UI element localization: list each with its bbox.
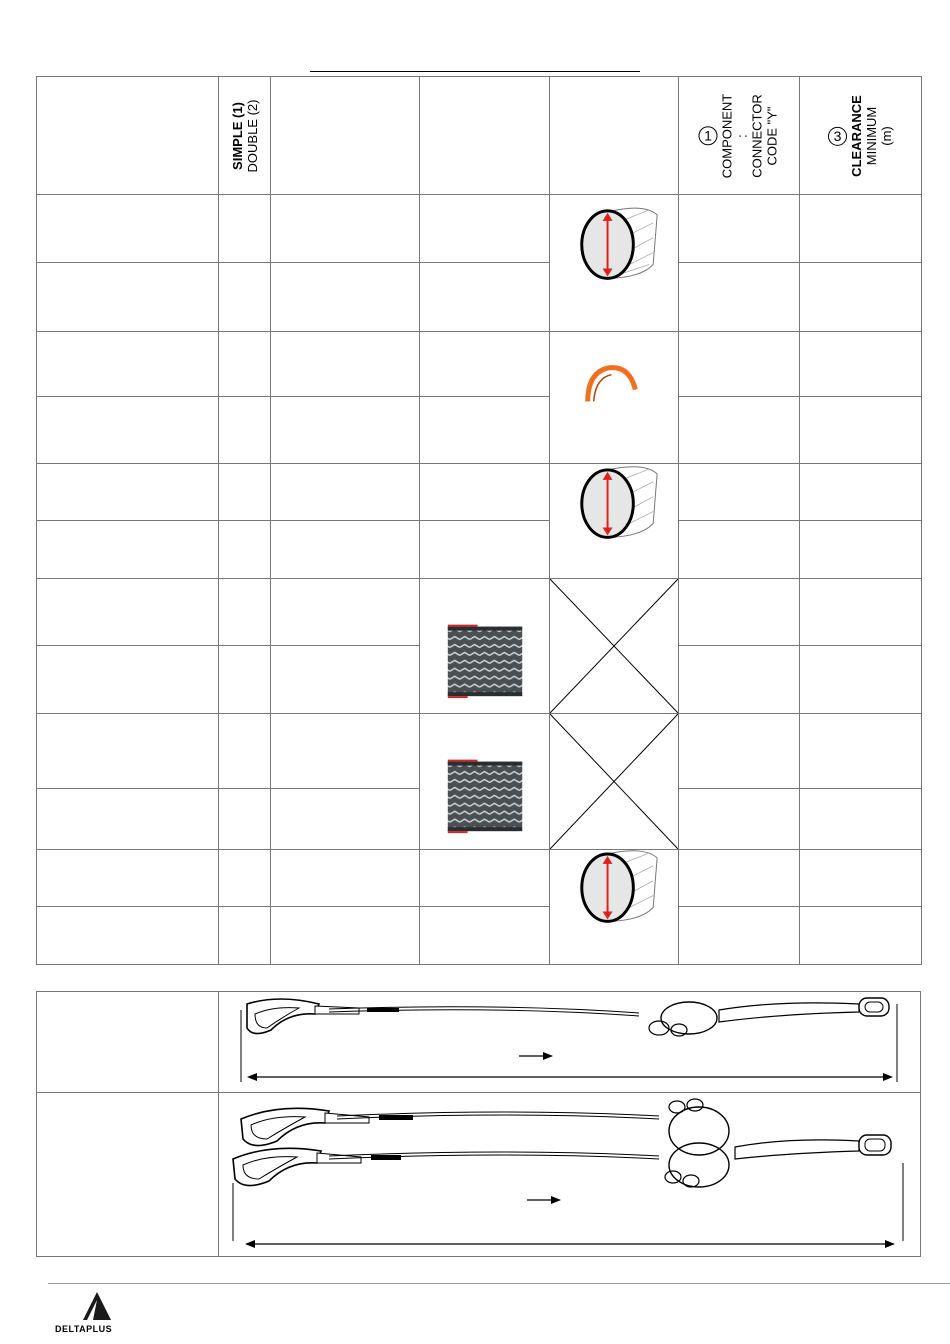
row-cell <box>271 464 420 521</box>
row-cell <box>219 579 271 646</box>
row-cell <box>679 464 800 521</box>
row-cell <box>37 579 219 646</box>
row-cell <box>420 263 550 332</box>
row-cell <box>37 850 219 907</box>
webbing-cell <box>420 714 550 850</box>
table-row <box>37 397 922 464</box>
not-applicable-cross <box>550 714 678 849</box>
rope-loop-cell <box>550 332 679 464</box>
row-cell <box>800 579 922 646</box>
header-simple-double <box>219 77 271 195</box>
row-cell <box>37 332 219 397</box>
header-minimum-label: MINIMUM <box>863 106 879 165</box>
row-cell <box>800 521 922 579</box>
row-cell <box>800 263 922 332</box>
table-row <box>37 579 922 646</box>
row-cell <box>219 195 271 263</box>
row-cell <box>800 850 922 907</box>
lanyard-diagram-box <box>36 991 921 1257</box>
row-cell <box>37 907 219 965</box>
row-cell <box>679 907 800 965</box>
table-header-row <box>37 77 922 195</box>
not-applicable-cell <box>550 579 679 714</box>
rope-section-cell <box>550 464 679 579</box>
row-cell <box>271 521 420 579</box>
component-number-badge: 1 <box>699 126 718 145</box>
header-code-label: CODE "Y" <box>764 105 780 166</box>
footer-rule <box>48 1283 950 1284</box>
rope-section-cell <box>550 850 679 965</box>
header-unit-label: (m) <box>878 125 894 146</box>
row-cell <box>37 521 219 579</box>
rope-section-cell <box>550 195 679 332</box>
header-component-colon: : <box>734 133 750 138</box>
brand-name: DELTAPLUS <box>55 1324 113 1334</box>
webbing-cell <box>420 579 550 714</box>
row-cell <box>679 789 800 850</box>
row-cell <box>271 263 420 332</box>
row-cell <box>679 850 800 907</box>
row-cell <box>271 579 420 646</box>
rope-cross-section-icon <box>550 850 678 964</box>
row-cell <box>800 195 922 263</box>
rope-cross-section-icon <box>550 195 678 331</box>
header-double-label: DOUBLE (2) <box>244 99 260 172</box>
row-cell <box>420 332 550 397</box>
row-cell <box>800 646 922 714</box>
row-cell <box>37 397 219 464</box>
row-cell <box>800 332 922 397</box>
header-component <box>679 77 800 195</box>
row-cell <box>219 714 271 789</box>
header-reference <box>37 77 219 195</box>
row-cell <box>679 646 800 714</box>
row-cell <box>679 714 800 789</box>
double-lanyard-diagram <box>219 1093 922 1258</box>
delta-triangle-icon <box>55 1290 145 1324</box>
webbing-strap-icon <box>420 579 549 713</box>
row-cell <box>219 907 271 965</box>
header-col4 <box>420 77 550 195</box>
table-row <box>37 464 922 521</box>
row-cell <box>37 646 219 714</box>
row-cell <box>271 850 420 907</box>
table-row <box>37 714 922 789</box>
single-lanyard-diagram <box>219 992 922 1092</box>
table-row <box>37 907 922 965</box>
row-cell <box>219 850 271 907</box>
row-cell <box>219 521 271 579</box>
row-cell <box>271 332 420 397</box>
header-component-label: COMPONENT <box>719 93 735 178</box>
lanyard-spec-table <box>36 76 922 965</box>
header-simple-label: SIMPLE (1) <box>229 101 245 170</box>
header-clearance <box>800 77 922 195</box>
row-cell <box>271 195 420 263</box>
row-cell <box>37 464 219 521</box>
row-cell <box>37 789 219 850</box>
not-applicable-cross <box>550 579 678 713</box>
row-cell <box>271 907 420 965</box>
table-row <box>37 850 922 907</box>
row-cell <box>679 521 800 579</box>
row-cell <box>800 397 922 464</box>
row-cell <box>679 263 800 332</box>
row-cell <box>420 464 550 521</box>
clearance-number-badge: 3 <box>828 126 847 145</box>
header-clearance-label: CLEARANCE <box>848 94 864 177</box>
row-cell <box>420 195 550 263</box>
row-cell <box>219 789 271 850</box>
not-applicable-cell <box>550 714 679 850</box>
row-cell <box>37 195 219 263</box>
row-cell <box>271 789 420 850</box>
header-col3 <box>271 77 420 195</box>
row-cell <box>679 579 800 646</box>
row-cell <box>271 397 420 464</box>
row-cell <box>219 646 271 714</box>
rope-cross-section-icon <box>550 464 678 578</box>
row-cell <box>420 850 550 907</box>
row-cell <box>420 397 550 464</box>
row-cell <box>679 332 800 397</box>
row-cell <box>37 714 219 789</box>
row-cell <box>420 521 550 579</box>
title-underline <box>310 71 640 72</box>
row-cell <box>679 195 800 263</box>
row-cell <box>800 907 922 965</box>
header-connector-label: CONNECTOR <box>749 93 765 178</box>
table-row <box>37 263 922 332</box>
row-cell <box>679 397 800 464</box>
row-cell <box>37 263 219 332</box>
row-cell <box>219 464 271 521</box>
table-row <box>37 195 922 263</box>
table-row <box>37 521 922 579</box>
row-cell <box>271 646 420 714</box>
row-cell <box>800 789 922 850</box>
header-col5 <box>550 77 679 195</box>
row-cell <box>219 332 271 397</box>
row-cell <box>219 397 271 464</box>
orange-rope-loop-icon <box>550 332 678 463</box>
table-row <box>37 332 922 397</box>
deltaplus-logo <box>55 1290 145 1340</box>
row-cell <box>271 714 420 789</box>
webbing-strap-icon <box>420 714 549 849</box>
row-cell <box>800 714 922 789</box>
row-cell <box>420 907 550 965</box>
row-cell <box>800 464 922 521</box>
row-cell <box>219 263 271 332</box>
